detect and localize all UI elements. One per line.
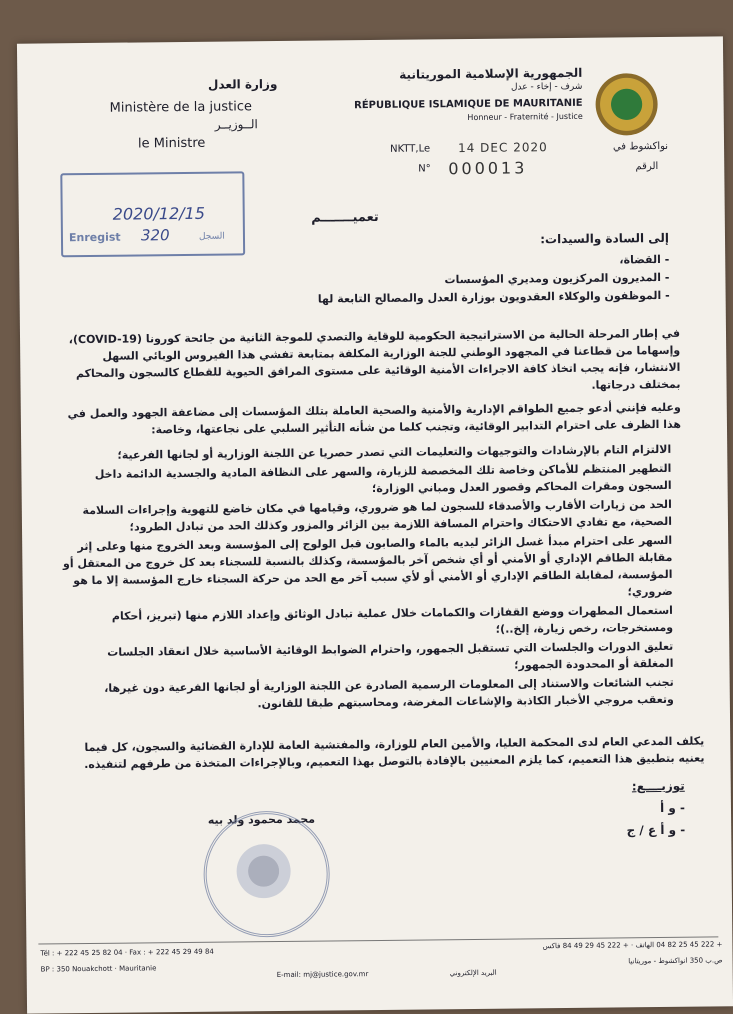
number-label: N°	[418, 163, 431, 175]
motto-fr: Honneur - Fraternité - Justice	[467, 111, 583, 123]
measures-list	[61, 441, 674, 716]
list-item: الحد من زيارات الأقارب والأصدقاء للسجون لما هو ضروري، وقيامها في مكان خاضع للتهوية وإجراءات السلامة الصحية، مع تفادي الاحتكاك واحترام المسافة اللازمة بين الزائر والمزور وكذلك الحد من تبادل الطرود؛	[82, 497, 673, 534]
ministry-fr: Ministère de la justice	[109, 99, 253, 116]
ministry-seal	[203, 810, 330, 937]
number-label-ar: الرقم	[635, 161, 659, 173]
stamp-reg-label-ar: السجل	[198, 231, 225, 242]
list-item: استعمال المطهرات ووضع القفازات والكمامات خلال عملية تبادل الوثائق وإعداد اللازم منها (تبريز، أحكام ومستخرجات، رخص زيارة، إلخ..)؛	[111, 603, 674, 636]
list-item: التطهير المنتظم للأماكن وخاصة تلك المخصصة للزيارة، والسهر على النظافة المادية والجسدية الدائمة داخل السجون ومقرات المحاكم وقصور العدل ومباني الوزارة؛	[94, 461, 672, 496]
subject: تعميـــــــم	[311, 209, 379, 226]
footer-bp-fr: BP : 350 Nouakchott · Mauritanie	[40, 964, 157, 974]
signatory-name: محمد محمود ولد بيه	[207, 812, 316, 827]
distribution-line: - و أ	[659, 800, 686, 816]
minister-ar: الــوزيــر	[214, 117, 258, 132]
ministry-ar: وزارة العدل	[207, 76, 278, 92]
distribution-label: توزيــــع:	[631, 778, 685, 794]
date-label-ar: نواكشوط في	[612, 140, 669, 153]
footer-tel-fr: Tél : + 222 45 25 82 04 · Fax : + 222 45 29 49 84	[40, 947, 214, 958]
body-paragraph-3: يكلف المدعي العام لدى المحكمة العليا، والأمين العام للوزارة، والمفتشية العامة للإدارة القضائية والسجون، كل فيما يعنيه بتطبيق هذا التعميم، كما يلزم المعنيين بالإفادة بالتوصل بهذا التعميم، وبالإجراءات المتخذة من طرفهم لتنفيذه.	[84, 734, 705, 772]
footer-email-label-ar: البريد الإلكتروني	[449, 968, 497, 978]
registration-stamp	[60, 171, 245, 257]
footer-bp-ar: ص.ب 350 انواكشوط - موريتانيا	[628, 956, 723, 966]
list-item: السهر على احترام مبدأ غسل الزائر ليديه بالماء والصابون قبل الولوج إلى المؤسسة وبعد الخروج منها وعلى إثر مقابلة الطاقم الإداري أو الأمني أو أي شخص آخر بالمؤسسة، وكذلك بالنسبة للسجناء بعد كل خروج من المعتقل أو المؤسسة، لمقابلة الطاقم الإداري أو الأمني أو لأي سبب آخر مع الحد من حركة السجناء خارج المؤسسة إلا ما هو ضروري؛	[62, 533, 673, 599]
republic-fr: RÉPUBLIQUE ISLAMIQUE DE MAURITANIE	[354, 97, 583, 112]
list-item: تجنب الشائعات والاستناد إلى المعلومات الرسمية الصادرة عن اللجنة الوزارية أو لجانها الفرعية دون غيرها، وتعقب مروجي الأخبار الكاذبة والإشاعات المغرضة، ومحاسبتهم طبقا للقانون.	[104, 675, 674, 711]
stamp-reg-value: 320	[140, 226, 170, 245]
footer-tel-ar: + 222 45 25 82 04 الهاتف · + 222 45 29 49 84 فاكس	[542, 940, 723, 951]
distribution-list	[545, 797, 685, 842]
body-paragraph-2: وعليه فإنني أدعو جميع الطواقم الإدارية والأمنية والصحية العاملة بتلك المؤسسات إلى مضاعفة الجهود والعمل في هذا الظرف على احترام التدابير الوقائية، وتجنب كلما من شأنه التأثير السلبي على نجاعتها، وخاصة:	[67, 400, 682, 437]
footer-email: E-mail: mj@justice.gov.mr	[276, 970, 369, 980]
republic-ar: الجمهورية الإسلامية الموريتانية	[399, 65, 583, 82]
document-page	[17, 36, 733, 1013]
recipients-intro: إلى السادة والسيدات:	[540, 230, 670, 247]
recipient-line: - الموظفون والوكلاء العقدويون بوزارة العدل والمصالح التابعة لها	[317, 288, 670, 306]
distribution-line: - و أ ع / ج	[626, 822, 686, 838]
recipient-line: - المديرون المركزيون ومديري المؤسسات	[444, 270, 670, 287]
body-paragraph-1: في إطار المرحلة الحالية من الاستراتيجية الحكومية للوقاية والتصدي للموجة الثانية من جائحة كورونا (COVID-19)، وإسهاما من قطاعنا في المجهود الوطني للجنة الوزارية المكلفة بمتابعة تفشي هذا الفيروس الوبائي السهل الانتشار، فإنه يجب اتخاذ كافة الاجراءات الأمنية الوقائية على مستوى المرافق الحيوية للقطاع كالسجون والمحاكم بمختلف درجاتها.	[68, 326, 681, 392]
stamp-reg-label: Enregist	[68, 230, 121, 245]
list-item: الالتزام التام بالإرشادات والتوجيهات والتعليمات التي تصدر حصريا عن اللجنة الوزارية أو لجانها الفرعية؛	[117, 442, 672, 462]
date-label-fr: NKTT,Le	[390, 143, 431, 155]
recipients-list	[219, 251, 670, 310]
number-value: 000013	[448, 158, 528, 179]
motto-ar: شرف - إخاء - عدل	[510, 81, 583, 93]
list-item: تعليق الدورات والجلسات التي تستقبل الجمهور، واحترام الضوابط الوقائية الأساسية خلال انعقاد الجلسات المغلقة أو المحدودة الجمهور؛	[107, 639, 674, 672]
republic-emblem	[595, 73, 658, 136]
minister-fr: le Ministre	[137, 135, 206, 152]
stamp-date: 2020/12/15	[112, 203, 206, 224]
date-value: 14 DEC 2020	[457, 140, 548, 156]
recipient-line: - القضاة،	[619, 252, 670, 267]
